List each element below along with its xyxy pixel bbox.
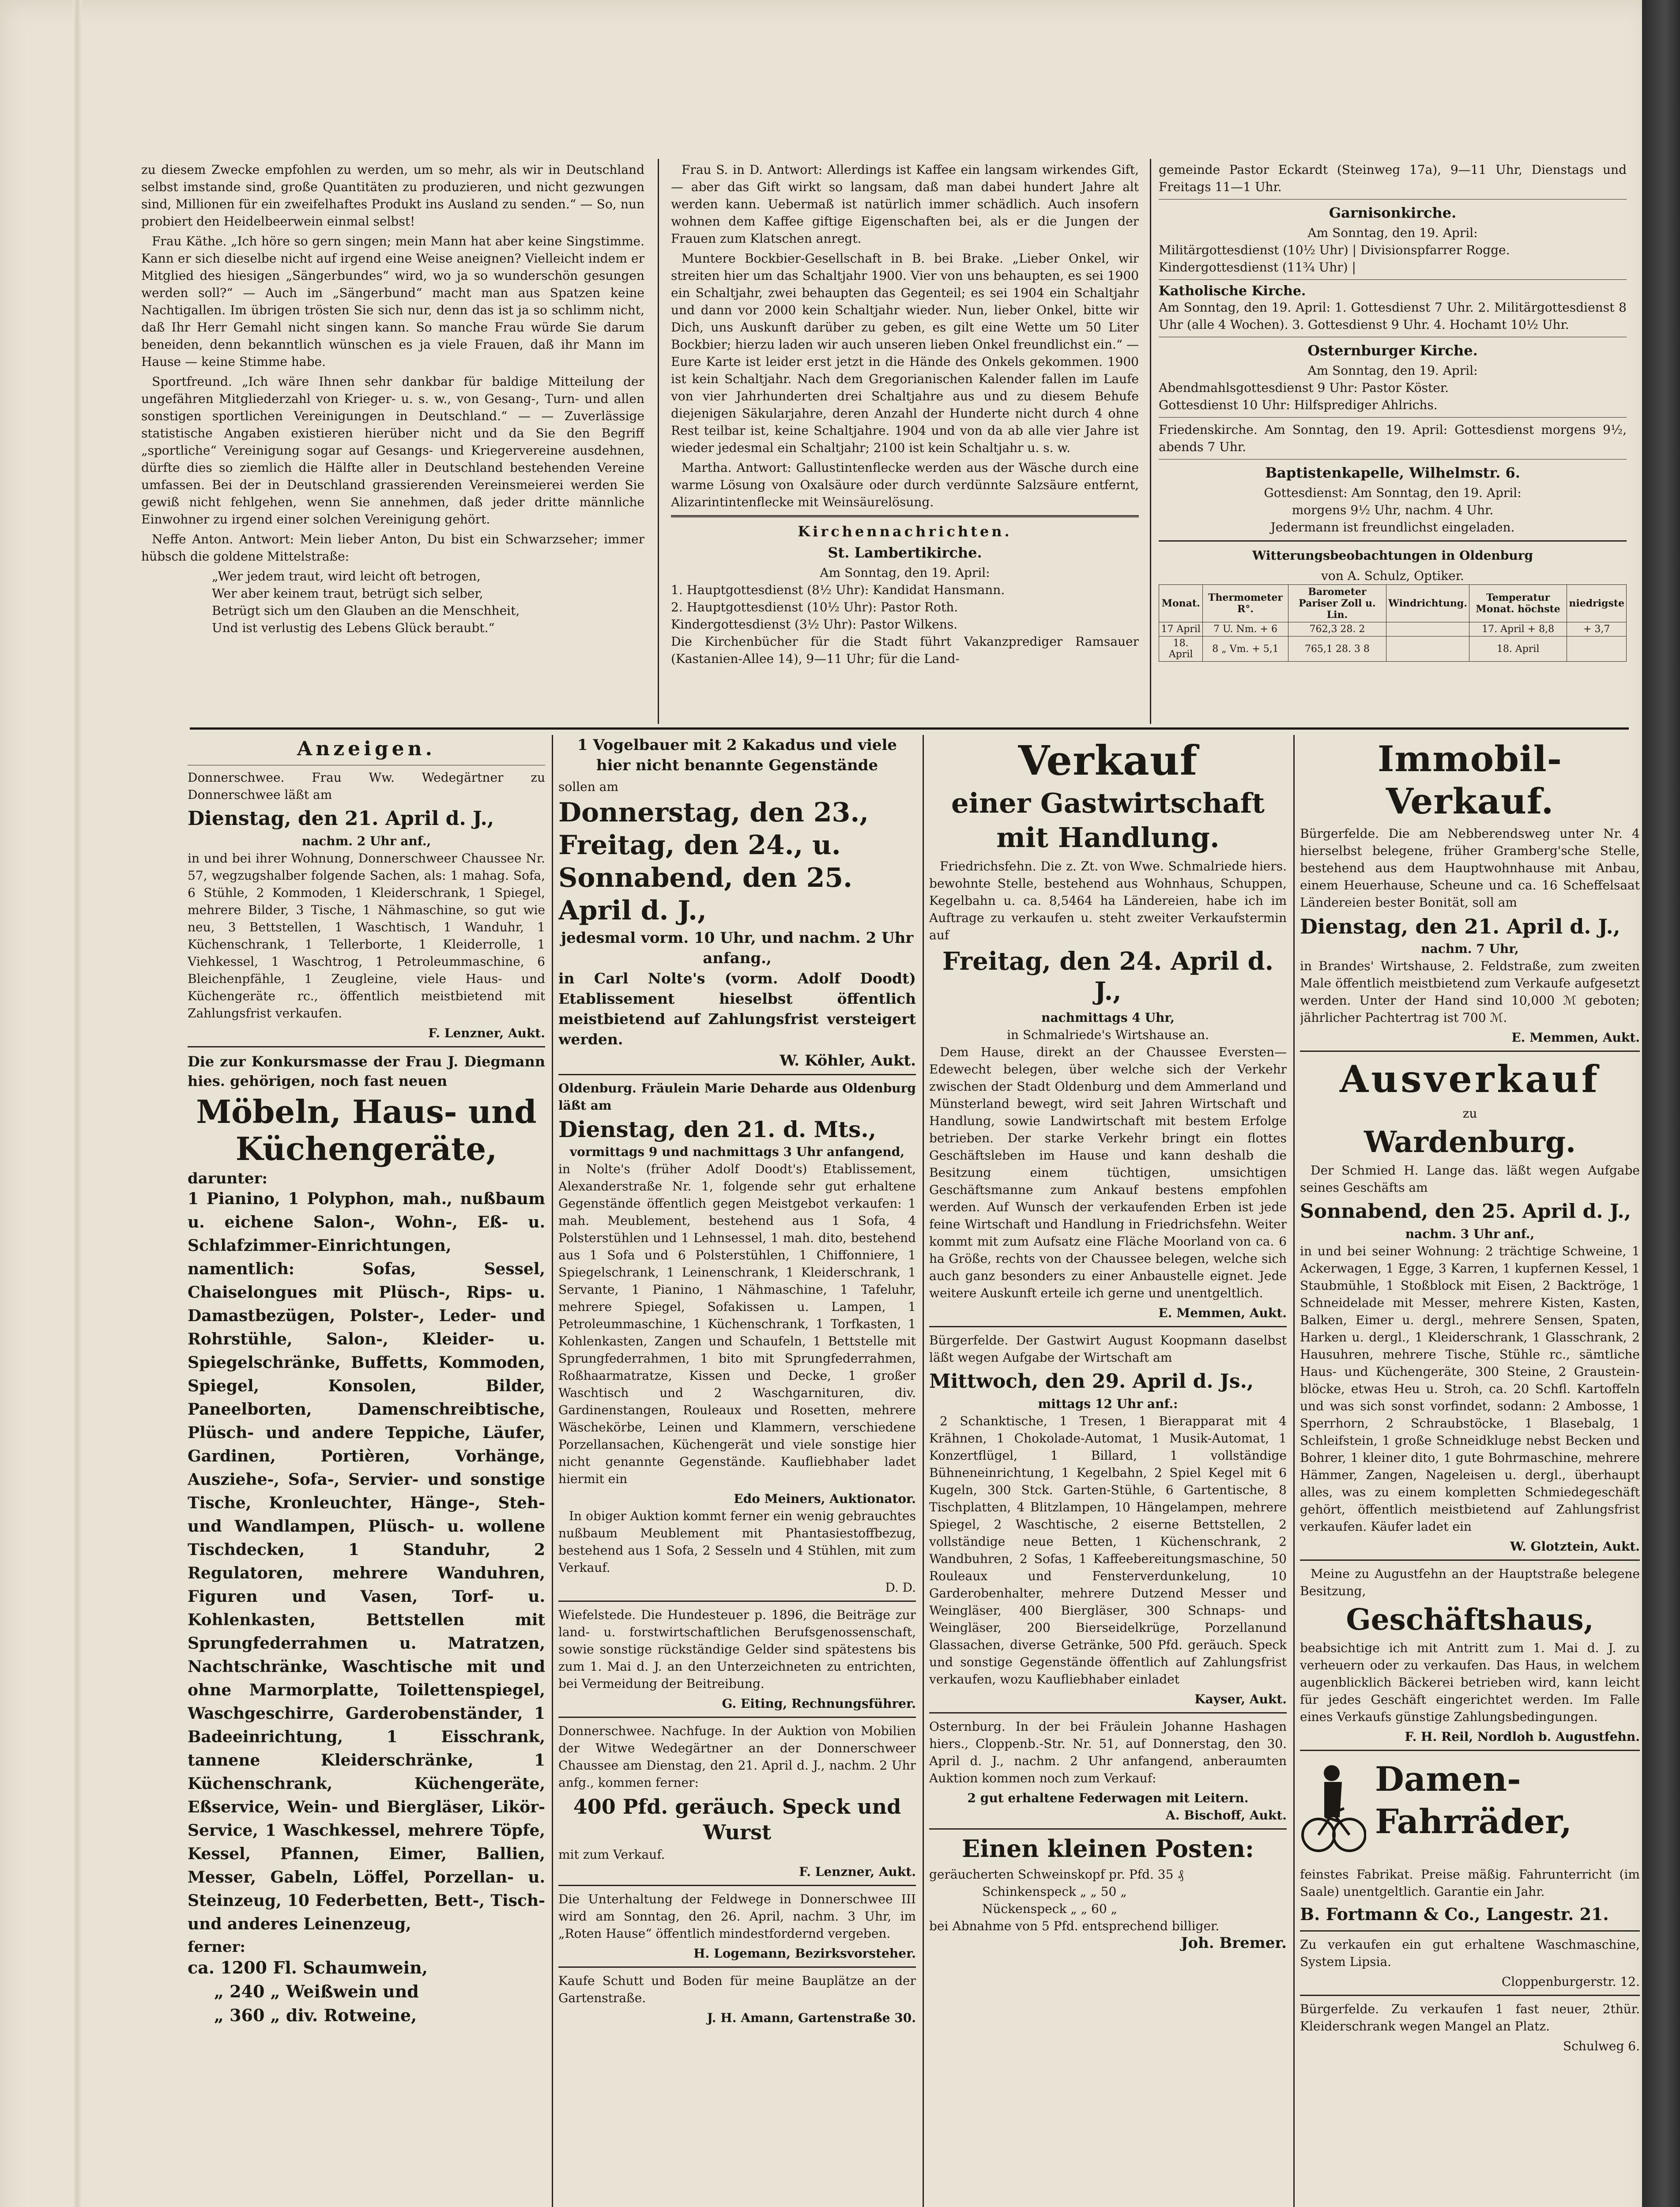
service-line: 2. Hauptgottesdienst (10½ Uhr): Pastor Roth. <box>671 600 958 614</box>
ad-text: Dem Hause, direkt an der Chaussee Eversten—Edewecht belegen, über welche sich der Verkehr zwischen der Stadt Oldenburg und dem Ammerland und Münsterland bewegt, wird seit Jahren Wirtschaft und Handlung, sowie Landwirtschaft mit bestem Erfolge betrieben. Der starke Verkehr bringt ein flottes Geschäftsleben im Hause und kann deshalb die Besitzung einem tüchtigen, umsichtigen Geschäftsmanne zum Ankauf bestens empfohlen werden. Auf Wunsch der verkaufenden Erben ist jede feine Wirtschaft und Handlung in Friedrichsfehn. Weiter kommt mit zum Aufsatz eine Fläche Moorland von ca. 6 ha Größe, rechts von der Chaussee belegen, welche sich auch ganz besonders zu einer Anbaustelle eignet. Jede weitere Auskunft erteile ich gerne und unentgeltlich. <box>929 1045 1287 1300</box>
column-divider <box>658 159 659 724</box>
letter-paragraph: Martha. Antwort: Gallustintenflecke werden aus der Wäsche durch eine warme Lösung von Oxalsäure oder durch verdünnte Salzsäure entfernt, Alizarintintenflecke mit Weinsäurelösung. <box>671 460 1139 509</box>
divider <box>671 515 1139 517</box>
price-line: Nückenspeck „ „ 60 „ <box>982 1902 1118 1916</box>
service-line: Gottesdienst 10 Uhr: Hilfsprediger Ahlrichs. <box>1159 398 1438 412</box>
ad-item: „ 240 „ Weißwein und <box>214 1981 419 2001</box>
ad-item: „ 360 „ div. Rotweine, <box>214 2005 417 2025</box>
divider <box>1159 417 1627 418</box>
ad-date: Sonnabend, den 25. April d. J., <box>1300 1200 1631 1223</box>
divider <box>1300 1051 1640 1052</box>
table-cell: 18. April <box>1159 636 1203 662</box>
ad-title: Geschäftshaus, <box>1346 1602 1594 1637</box>
ad-text: in Carl Nolte's (vorm. Adolf Doodt) Etablissement hieselbst öffentlich meistbietend auf Zahlungsfrist versteigert werden. <box>558 970 916 1048</box>
ads-section-title: Anzeigen. <box>297 738 436 760</box>
ad-text: Kaufe Schutt und Boden für meine Bauplätze an der Gartenstraße. <box>558 1973 916 2005</box>
ad-text: 2 Schanktische, 1 Tresen, 1 Bierapparat mit 4 Krähnen, 1 Chokolade-Automat, 1 Musik-Automat, 1 Konzertflügel, 1 Billard, 1 vollständige Bühneneinrichtung, 1 Kegelbahn, 2 Spiel Kegel mit 6 Kugeln, 300 Stck. Garten-Stühle, 6 Gartentische, 8 Tischplatten, 4 Blitzlampen, 10 Hängelampen, mehrere Spiegel, 2 Waschtische, 2 eiserne Bettstellen, 2 vollständige neue Betten, 1 Küchenschrank, 2 Wandbuhren, 2 Sofas, 1 Kaffeebereitungsmaschine, 50 Rouleaux und Fensterverdunkelung, 10 Garderobenhalter, mehrere Dutzend Messer und Weingläser, 400 Biergläser, 300 Schnaps- und Weingläser, 200 Bierseidelkrüge, Porzellanund Glassachen, diverse Getränke, 500 Pfd. geräuch. Speck und sonstige Gegenstände öffentlich auf Zahlungsfrist verkaufen, wozu Kaufliebhaber einladet <box>929 1414 1287 1687</box>
ad-text: Donnerschwee. Nachfuge. In der Auktion von Mobilien der Witwe Wedegärtner an der Donnerschweer Chaussee am Dienstag, den 21. April d. J., nachm. 2 Uhr anfg., kommen ferner: <box>558 1724 916 1790</box>
ads-column-c <box>929 735 1287 2207</box>
ad-address: Cloppenburgerstr. 12. <box>1501 1974 1640 1989</box>
ad-text: In obiger Auktion kommt ferner ein wenig gebrauchtes nußbaum Meublement mit Phantasiestoffbezug, bestehend aus 1 Sofa, 2 Sesseln und 4 Stühlen, mit zum Verkauf. <box>558 1509 916 1575</box>
ads-column-d <box>1300 735 1640 2207</box>
section-rule <box>190 727 1629 730</box>
ad-text: Friedrichsfehn. Die z. Zt. von Wwe. Schmalriede hiers. bewohnte Stelle, bestehend aus Wohnhaus, Schuppen, Kegelbahn u. ca. 8,5464 ha Ländereien, habe ich im Auftrage zu verkaufen u. steht zweiter Verkaufstermin auf <box>929 859 1287 942</box>
ad-date: Dienstag, den 21. April d. J., <box>188 807 494 830</box>
ad-time: jedesmal vorm. 10 Uhr, und nachm. 2 Uhr anfang., <box>561 929 914 967</box>
letter-paragraph: Sportfreund. „Ich wäre Ihnen sehr dankbar für baldige Mitteilung der ungefähren Mitgliederzahl von Krieger- u. s. w., von Gesang-, Turn- und allen sonstigen sportlichen Vereinigungen in Deutschland.“ — — Zuverlässige statistische Angaben existieren hierüber nicht und da Sie den Begriff „sportliche“ Vereinigung sogar auf Gesangs- und Kriegervereine ausdehnen, dürfte dies so ziemlich die Hälfte aller in Deutschland bestehenden Vereine umfassen. Bei der in Deutschland grassierenden Vereinsmeierei werden Sie gewiß nicht fehlgehen, wenn Sie annehmen, daß jeder dritte männliche Einwohner zu irgend einer solchen Vereinigung gehört. <box>141 374 644 527</box>
weather-subheading: von A. Schulz, Optiker. <box>1321 569 1464 583</box>
letter-paragraph: Neffe Anton. Antwort: Mein lieber Anton, Du bist ein Schwarzseher; immer hübsch die goldene Mittelstraße: <box>141 532 644 564</box>
ad-text: Osternburg. In der bei Fräulein Johanne Hashagen hiers., Cloppenb.-Str. Nr. 51, auf Donnerstag, den 30. April d. J., nachm. 2 Uhr anfangend, anberaumten Auktion kommen noch zum Verkauf: <box>929 1719 1287 1785</box>
table-cell: 17 April <box>1159 622 1203 636</box>
ad-item-list: 1 Pianino, 1 Polyphon, mah., nußbaum u. eichene Salon-, Wohn-, Eß- u. Schlafzimmer-Einrichtungen, namentlich: Sofas, Sessel, Chaiselongues mit Plüsch-, Rips- u. Damastbezügen, Polster-, Leder- und Rohrstühle, Salon-, Kleider- u. Spiegelschränke, Buffetts, Kommoden, Spiegel, Konsolen, Bilder, Paneelborten, Damenschreibtische, Plüsch- und andere Teppiche, Läufer, Gardinen, Portièren, Vorhänge, Ausziehe-, Sofa-, Servier- und sonstige Tische, Kronleuchter, Hänge-, Steh- und Wandlampen, Plüsch- u. wollene Tischdecken, 1 Standuhr, 2 Regulatoren, mehrere Wanduhren, Figuren und Vasen, Torf- u. Kohlenkasten, Bettstellen mit Sprungfederrahmen u. Matratzen, Nachtschränke, Waschtische mit und ohne Marmorplatte, Toilettenspiegel, Waschgeschirre, Garderobenständer, 1 Badeeinrichtung, 1 Eisschrank, tannene Kleiderschränke, 1 Küchenschrank, Küchengeräte, Eßservice, Wein- und Biergläser, Likör-Service, 1 Waschkessel, mehrere Töpfe, Kessel, Pfannen, Eimer, Ballien, Messer, Gabeln, Löffel, Porzellan- u. Steinzeug, 10 Federbetten, Bett-, Tisch- und anderes Leinenzeug, <box>188 1190 545 1933</box>
ad-text: Bürgerfelde. Die am Nebberendsweg unter Nr. 4 hierselbst belegene, früher Gramberg'sche Stelle, bestehend aus dem Hauptwohnhause mit Anbau, einem Heuerhause, Scheune und ca. 16 Scheffelsaat Ländereien bester Bonität, soll am <box>1300 826 1640 910</box>
ad-signature: Joh. Bremer. <box>1181 1934 1287 1952</box>
letter-paragraph: Frau S. in D. Antwort: Allerdings ist Kaffee ein langsam wirkendes Gift, — aber das Gift wirkt so langsam, daß man dabei hundert Jahre alt werden kann. Uebermaß ist natürlich immer schädlich. Auch insofern wohnen dem Kaffee giftige Eigenschaften bei, als er die Jungen der Frauen zum Klatschen anregt. <box>671 162 1139 246</box>
ad-signature: G. Eiting, Rechnungsführer. <box>722 1696 916 1711</box>
ad-signature: D. D. <box>885 1580 916 1595</box>
garnison-church-heading: Garnisonkirche. <box>1329 204 1457 221</box>
table-header: Windrichtung. <box>1386 585 1469 622</box>
table-header: Barometer Pariser Zoll u. Lin. <box>1288 585 1386 622</box>
verse-block <box>141 568 644 636</box>
ad-time: mittags 12 Uhr anf.: <box>1038 1397 1178 1411</box>
table-cell: 17. April + 8,8 <box>1469 622 1567 636</box>
table-cell: + 3,7 <box>1567 622 1627 636</box>
church-news-title: Kirchennachrichten. <box>798 523 1012 540</box>
divider <box>1300 1559 1640 1561</box>
ad-title: Ausverkauf <box>1340 1057 1600 1101</box>
column-divider <box>1293 735 1295 2207</box>
letter-paragraph: Muntere Bockbier-Gesellschaft in B. bei Brake. „Lieber Onkel, wir streiten hier um das Schaltjahr 1900. Vier von uns behaupten, es sei 1900 ein Schaltjahr, zwei behaupten das Gegenteil; es sei 1904 ein Schaltjahr und dann vor 2000 kein Schaltjahr wieder. Nun, lieber Onkel, bitte wir Dich, uns Auskunft darüber zu geben, es gilt eine Wette um 50 Liter Bockbier; hierzu laden wir auch unseren lieben Onkel freundlichst ein.“ — Eure Karte ist leider erst jetzt in die Hände des Onkels gekommen. 1900 ist kein Schaltjahr. Nach dem Gregorianischen Kalender fallen im Laufe von vier Jahrhunderten drei Schaltjahre aus und zu diesem Behufe diejenigen Säkularjahre, deren Anzahl der Hunderte nicht durch 4 ohne Rest teilbar ist, keine Schaltjahre. 1904 und von da ab alle vier Jahre ist wieder jedesmal ein Schaltjahr; 2100 ist kein Schaltjahr u. s. w. <box>671 251 1139 455</box>
ad-text: mit zum Verkauf. <box>558 1847 665 1862</box>
church-text: gemeinde Pastor Eckardt (Steinweg 17a), 9—11 Uhr, Dienstags und Freitags 11—1 Uhr. <box>1159 162 1627 194</box>
table-cell <box>1567 636 1627 662</box>
ad-text: in Nolte's (früher Adolf Doodt's) Etablissement, Alexanderstraße Nr. 1, folgende sehr gut erhaltene Gegenstände öffentlich gegen Meistgebot verkaufen: 1 mah. Meublement, bestehend aus 1 Sofa, 4 Polsterstühlen und 1 Lehnsessel, 1 mah. dito, bestehend aus 1 Sofa und 6 Polsterstühlen, 1 Chiffonniere, 1 Spiegelschrank, 1 Leinenschrank, 1 Kleiderschrank, 1 Servante, 1 Pianino, 1 Nähmaschine, 1 Tafeluhr, mehrere Spiegel, Sofakissen u. Lampen, 1 Petroleummaschine, 1 Küchenschrank, 1 Torfkasten, 1 Kohlenkasten, Zangen und Schaufeln, 1 Bettstelle mit Sprungfederrahmen, 1 bito mit Sprungfederrahmen, Roßhaarmatratze, Kissen und Decke, 1 großer Waschtisch und 2 Waschgarnituren, div. Gardinenstangen, Rouleaux und Rosetten, mehrere Wäschekörbe, Leinen und Klammern, verschiedene Porzellansachen, Küchengerät und viele sonstige hier nicht genannte Gegenstände. Kaufliebhaber ladet hiermit ein <box>558 1162 916 1486</box>
service-line: Die Kirchenbücher für die Stadt führt Vakanzprediger Ramsauer (Kastanien-Allee 14), 9—11 Uhr; für die Land- <box>671 634 1139 666</box>
ad-text: zu <box>1462 1106 1477 1121</box>
ad-time: vormittags 9 und nachmittags 3 Uhr anfangend, <box>569 1145 905 1159</box>
ad-text: Meine zu Augustfehn an der Hauptstraße belegene Besitzung, <box>1300 1567 1640 1598</box>
ad-time: nachm. 7 Uhr, <box>1421 942 1519 956</box>
ad-text: ferner: <box>188 1938 245 1956</box>
ad-text: Zu verkaufen ein gut erhaltene Waschmaschine, System Lipsia. <box>1300 1937 1640 1969</box>
ad-date: Freitag, den 24. April d. J., <box>942 947 1274 1006</box>
ad-signature: F. Lenzner, Aukt. <box>428 1026 545 1040</box>
divider <box>929 1828 1287 1830</box>
weather-heading: Witterungsbeobachtungen in Oldenburg <box>1252 548 1533 563</box>
ad-text: in und bei seiner Wohnung: 2 trächtige Schweine, 1 Ackerwagen, 1 Egge, 3 Karren, 1 kupfernen Kessel, 1 Staubmühle, 1 Stoßblock mit Eisen, 2 Backtröge, 1 Schneidelade mit Messer, mehrere Kisten, Kasten, Balken, Eimer u. dergl., mehrere Sensen, Spaten, Harken u. dergl., 1 Kleiderschrank, 1 Glasschrank, 2 Hausuhren, mehrere Tische, Stühle rc., sämtliche Haus- und Küchengeräte, 300 Steine, 2 Graustein-blöcke, etwas Heu u. Stroh, ca. 20 Schfl. Kartoffeln und was sich sonst vorfindet, sodann: 2 Ambosse, 1 Sperrhorn, 2 Schraubstöcke, 1 Blasebalg, 1 Schleifstein, 1 große Schneidkluge nebst Becken und Bohrer, 1 kleiner dito, 1 gute Bohrmaschine, mehrere Hämmer, Zangen, Nageleisen u. dergl., überhaupt alles, was zu einem kompletten Schmiedegeschäft gehört, öffentlich meistbietend auf Zahlungsfrist verkaufen. Käufer ladet ein <box>1300 1244 1640 1534</box>
osternburg-church-heading: Osternburger Kirche. <box>1307 342 1478 359</box>
ad-signature: J. H. Amann, Gartenstraße 30. <box>707 2011 916 2025</box>
ad-date: Dienstag, den 21. April d. J., <box>1300 915 1620 938</box>
column-3-church <box>1159 161 1627 724</box>
ad-text: bei Abnahme von 5 Pfd. entsprechend billiger. <box>929 1919 1220 1933</box>
ad-signature: E. Memmen, Aukt. <box>1158 1306 1287 1320</box>
letter-paragraph: zu diesem Zwecke empfohlen zu werden, um so mehr, als wir in Deutschland selbst imstande sind, große Quantitäten zu produzieren, und nicht gezwungen sind, Millionen für ein zweifelhaftes Produkt ins Ausland zu senden.“ — So, nun probiert den Heidelbeerwein einmal selbst! <box>141 162 644 229</box>
ad-title: Immobil-Verkauf. <box>1378 738 1562 822</box>
ad-title: Einen kleinen Posten: <box>962 1834 1254 1863</box>
baptist-chapel-heading: Baptistenkapelle, Wilhelmstr. 6. <box>1265 464 1520 481</box>
ad-text: Der Schmied H. Lange das. läßt wegen Aufgabe seines Geschäfts am <box>1300 1163 1640 1195</box>
ad-text: Donnerschwee. Frau Ww. Wedegärtner zu Donnerschwee läßt am <box>188 770 545 802</box>
divider <box>558 1717 916 1718</box>
ad-text: Bürgerfelde. Zu verkaufen 1 fast neuer, 2thür. Kleiderschrank wegen Mangel an Platz. <box>1300 2002 1640 2034</box>
divider <box>558 1885 916 1886</box>
service-line: Am Sonntag, den 19. April: <box>1307 363 1478 378</box>
catholic-church-heading: Katholische Kirche. <box>1159 283 1306 299</box>
divider <box>1300 1750 1640 1751</box>
service-line: Militärgottesdienst (10½ Uhr) | Divisionspfarrer Rogge. <box>1159 243 1510 257</box>
divider <box>929 1712 1287 1714</box>
divider <box>558 1074 916 1075</box>
divider <box>558 1601 916 1602</box>
ad-item: ca. 1200 Fl. Schaumwein, <box>188 1958 428 1977</box>
table-header-row <box>1159 585 1627 622</box>
ad-time: nachm. 2 Uhr anf., <box>301 834 431 848</box>
verse-line: Und ist verlustig des Lebens Glück beraubt.“ <box>212 621 495 635</box>
ad-signature: A. Bischoff, Aukt. <box>1165 1808 1287 1823</box>
lamberti-church-heading: St. Lambertikirche. <box>828 544 982 561</box>
ad-text: feinstes Fabrikat. Preise mäßig. Fahrunterricht (im Saale) unentgeltlich. Garantie ein Jahr. <box>1300 1867 1640 1899</box>
table-cell: 18. April <box>1469 636 1567 662</box>
table-row <box>1159 636 1627 662</box>
ad-highlight: 2 gut erhaltene Federwagen mit Leitern. <box>967 1791 1249 1805</box>
service-line: Kindergottesdienst (3½ Uhr): Pastor Wilkens. <box>671 617 958 632</box>
ad-date: Dienstag, den 21. d. Mts., <box>558 1116 877 1142</box>
divider <box>929 1326 1287 1327</box>
service-line: Friedenskirche. Am Sonntag, den 19. April: Gottesdienst morgens 9½, abends 7 Uhr. <box>1159 422 1627 454</box>
ad-signature: W. Köhler, Aukt. <box>780 1052 916 1070</box>
service-line: Abendmahlsgottesdienst 9 Uhr: Pastor Köster. <box>1159 380 1449 395</box>
ad-signature: F. Lenzner, Aukt. <box>799 1864 916 1879</box>
table-header: Monat. <box>1159 585 1203 622</box>
service-line: Jedermann ist freundlichst eingeladen. <box>1270 520 1515 535</box>
ad-text: in Schmalriede's Wirtshause an. <box>1007 1028 1209 1042</box>
verse-line: Wer aber keinem traut, betrügt sich selber, <box>212 586 483 601</box>
table-row <box>1159 622 1627 636</box>
ad-signature: Kayser, Aukt. <box>1194 1692 1287 1706</box>
divider <box>1300 1995 1640 1996</box>
ad-text: beabsichtige ich mit Antritt zum 1. Mai d. J. zu verheuern oder zu verkaufen. Das Haus, in welchem augenblicklich Bäckerei betrieben wird, kann leicht für jedes Geschäft eingerichtet werden. Im Falle eines Verkaufs günstige Zahlungsbedingungen. <box>1300 1641 1640 1724</box>
ad-address: Schulweg 6. <box>1563 2039 1640 2053</box>
ad-time: nachmittags 4 Uhr, <box>1041 1010 1175 1025</box>
bicycle-ad-block <box>1300 1755 1640 1866</box>
column-divider <box>552 735 553 2207</box>
ad-text: sollen am <box>558 780 618 794</box>
divider <box>1159 199 1627 200</box>
column-1-letters <box>141 161 644 722</box>
ad-date: Donnerstag, den 23., Freitag, den 24., u. Sonnabend, den 25. April d. J., <box>558 797 869 926</box>
ad-heading: 1 Vogelbauer mit 2 Kakadus und viele hier nicht benannte Gegenstände <box>577 736 897 774</box>
ad-signature: W. Glotztein, Aukt. <box>1510 1539 1640 1554</box>
letter-paragraph: Frau Käthe. „Ich höre so gern singen; mein Mann hat aber keine Singstimme. Kann er sich dieselbe nicht auf irgend eine Weise aneignen? Vielleicht indem er Mitglied des hiesigen „Sängerbundes“ wird, wo ja so wunderschön gesungen werden soll?“ — Auch im „Sängerbund“ macht man aus Spatzen keine Nachtigallen. Im übrigen trösten Sie sich nur, denn das ist ja so schlimm nicht, daß Ihr Herr Gemahl nicht singen kann. So manche Frau würde Sie darum beneiden, denn bekanntlich wünschen es ja viele Frauen, daß ihr Mann im Hause — keine Stimme habe. <box>141 234 644 369</box>
table-header: niedrigste <box>1567 585 1627 622</box>
table-cell <box>1386 622 1469 636</box>
column-divider <box>923 735 924 2207</box>
service-line: Gottesdienst: Am Sonntag, den 19. April: <box>1264 486 1522 500</box>
ads-column-a <box>188 735 545 2207</box>
ad-signature: H. Logemann, Bezirksvorsteher. <box>693 1946 916 1961</box>
ads-column-b <box>558 735 916 2207</box>
ad-text: Die Unterhaltung der Feldwege in Donnerschwee III wird am Sonntag, den 26. April, nachm. 3 Uhr, im „Roten Hause“ öffentlich mindestfordernd vergeben. <box>558 1892 916 1941</box>
ad-title: Verkauf <box>1018 737 1198 784</box>
ad-text: in Brandes' Wirtshause, 2. Feldstraße, zum zweiten Male öffentlich meistbietend zum Verkaufe aufgesetzt werden. Unter der Hand sind 10,000 ℳ geboten; jährlicher Pachtertrag ist 700 ℳ. <box>1300 959 1640 1025</box>
verse-line: „Wer jedem traut, wird leicht oft betrogen, <box>212 569 481 584</box>
cyclist-illustration-icon <box>1300 1755 1366 1857</box>
ad-signature: E. Memmen, Aukt. <box>1511 1030 1640 1045</box>
table-cell <box>1386 636 1469 662</box>
ad-place: Wardenburg. <box>1364 1125 1576 1159</box>
table-cell: 7 U. Nm. + 6 <box>1203 622 1288 636</box>
service-line: Kindergottesdienst (11¾ Uhr) | <box>1159 260 1356 275</box>
ad-text: Wiefelstede. Die Hundesteuer p. 1896, die Beiträge zur land- u. forstwirtschaftlichen Berufsgenossenschaft, sowie sonstige rückständige Gelder sind spätestens bis zum 1. Mai d. J. an den Unterzeichneten zu entrichten, bei Vermeidung der Beitreibung. <box>558 1608 916 1691</box>
ad-signature: F. H. Reil, Nordloh b. Augustfehn. <box>1405 1729 1640 1744</box>
table-cell: 8 „ Vm. + 5,1 <box>1203 636 1288 662</box>
table-cell: 765,1 28. 3 8 <box>1288 636 1386 662</box>
ad-title: Möbeln, Haus- und Küchengeräte, <box>196 1093 537 1168</box>
divider <box>1300 1930 1640 1932</box>
scanner-frame-right <box>1642 0 1680 2207</box>
ad-highlight: 400 Pfd. geräuch. Speck und Wurst <box>573 1795 901 1844</box>
bicycle-ad-title-wrap <box>1375 1755 1640 1845</box>
ad-title: Damen-Fahrräder, <box>1375 1759 1572 1841</box>
verse-line: Betrügt sich um den Glauben an die Menschheit, <box>212 603 520 618</box>
table-header: Thermometer R°. <box>1203 585 1288 622</box>
page-binding-edge <box>73 0 82 2207</box>
weather-table <box>1159 584 1627 662</box>
service-line: 1. Hauptgottesdienst (8½ Uhr): Kandidat Hansmann. <box>671 583 1005 597</box>
service-line: Am Sonntag, den 19. April: <box>820 565 990 580</box>
service-line: Am Sonntag, den 19. April: <box>1307 226 1478 240</box>
price-line: geräucherten Schweinskopf pr. Pfd. 35 ₰ <box>929 1867 1184 1882</box>
divider <box>558 1966 916 1968</box>
service-line: Am Sonntag, den 19. April: 1. Gottesdienst 7 Uhr. 2. Militärgottesdienst 8 Uhr (alle 4 Wochen). 3. Gottesdienst 9 Uhr. 4. Hochamt 10½ Uhr. <box>1159 300 1627 332</box>
ad-time: nachm. 3 Uhr anf., <box>1405 1227 1535 1241</box>
ad-signature: Edo Meiners, Auktionator. <box>734 1491 916 1506</box>
table-header: Temperatur Monat. höchste <box>1469 585 1567 622</box>
column-2-letters <box>671 161 1139 724</box>
ad-heading: Oldenburg. Fräulein Marie Deharde aus Oldenburg läßt am <box>558 1081 916 1113</box>
ad-text: Bürgerfelde. Der Gastwirt August Koopmann daselbst läßt wegen Aufgabe der Wirtschaft am <box>929 1333 1287 1365</box>
table-cell: 762,3 28. 2 <box>1288 622 1386 636</box>
ad-date: Mittwoch, den 29. April d. Js., <box>929 1370 1254 1393</box>
divider <box>188 1046 545 1047</box>
price-line: Schinkenspeck „ „ 50 „ <box>982 1884 1127 1899</box>
ad-subtitle: einer Gastwirtschaft mit Handlung. <box>951 787 1265 854</box>
ad-text: in und bei ihrer Wohnung, Donnerschweer Chaussee Nr. 57, wegzugshalber folgende Sachen, als: 1 mahag. Sofa, 6 Stühle, 2 Kommoden, 1 Kleiderschrank, 1 Spiegel, mehrere Bilder, 3 Tische, 1 Nähmaschine, so gut wie neu, 3 Bettstellen, 1 Waschtisch, 1 Wanduhr, 1 Küchenschrank, 1 Tellerborte, 1 Kleiderrolle, 1 Viehkessel, 1 Waschtrog, 1 Petroleummaschine, 6 Bleichenpfähle, 1 Zeugleine, viele Haus- und Küchengeräte rc., öffentlich meistbietend mit Zahlungsfrist verkaufen. <box>188 851 545 1021</box>
ad-heading: Die zur Konkursmasse der Frau J. Diegmann hies. gehörigen, noch fast neuen <box>188 1053 545 1089</box>
column-divider <box>1150 159 1151 724</box>
ad-text: darunter: <box>188 1170 267 1187</box>
ad-firm: B. Fortmann & Co., Langestr. 21. <box>1300 1904 1609 1924</box>
service-line: morgens 9½ Uhr, nachm. 4 Uhr. <box>1292 503 1494 517</box>
divider <box>1159 540 1627 542</box>
divider <box>1159 279 1627 280</box>
